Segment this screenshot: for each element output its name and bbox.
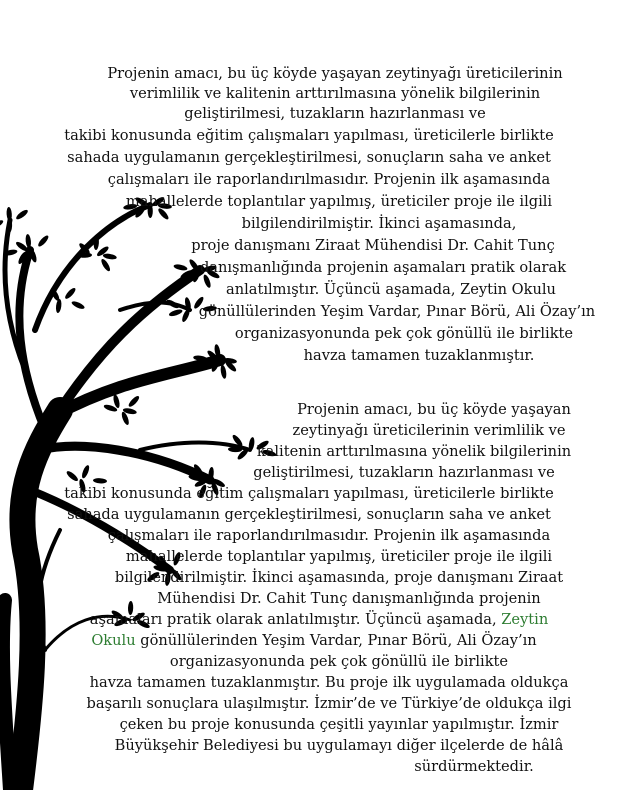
paragraph-2-line: zeytinyağı üreticilerinin verimlilik ve <box>292 422 566 439</box>
paragraph-2-line: gönüllülerinden Yeşim Vardar, Pınar Börü, Ali Özay’ın <box>140 632 537 649</box>
paragraph-2-line: Mühendisi Dr. Cahit Tunç danışmanlığında projenin <box>157 590 541 607</box>
paragraph-1-line: danışmanlığında projenin aşamaları pratik olarak <box>199 259 567 276</box>
paragraph-1-line: gönüllülerinden Yeşim Vardar, Pınar Börü, Ali Özay’ın <box>198 303 596 320</box>
paragraph-2-line: mahallelerde toplantılar yapılmış, üreticiler proje ile ilgili <box>125 548 553 565</box>
paragraph-2-line: Projenin amacı, bu üç köyde yaşayan <box>297 401 571 418</box>
paragraph-2-line: sürdürmektedir. <box>414 758 534 775</box>
zeytin-link[interactable]: Zeytin <box>501 611 549 628</box>
paragraph-1-line: geliştirilmesi, tuzakların hazırlanması ve <box>184 105 486 122</box>
paragraph-2-line: havza tamamen tuzaklanmıştır. Bu proje ilk uygulamada oldukça <box>89 674 569 691</box>
paragraph-1-line: anlatılmıştır. Üçüncü aşamada, Zeytin Okulu <box>226 281 556 298</box>
paragraph-2-line: Büyükşehir Belediyesi bu uygulamayı diğer ilçelerde de hâlâ <box>114 737 564 754</box>
paragraph-1-line: mahallelerde toplantılar yapılmış, üreticiler proje ile ilgili <box>125 193 553 210</box>
paragraph-2-line: geliştirilmesi, tuzakların hazırlanması ve <box>253 464 555 481</box>
paragraph-2-line: organizasyonunda pek çok gönüllü ile birlikte <box>169 653 509 670</box>
paragraph-2-line: bilgilendirilmiştir. İkinci aşamasında, proje danışmanı Ziraat <box>114 569 564 586</box>
paragraph-2-line: kalitenin arttırılmasına yönelik bilgilerinin <box>256 443 572 460</box>
paragraph-2-line: sahada uygulamanın gerçekleştirilmesi, sonuçların saha ve anket <box>67 506 551 523</box>
paragraph-1-line: organizasyonunda pek çok gönüllü ile birlikte <box>234 325 574 342</box>
paragraph-2-line: başarılı sonuçlara ulaşılmıştır. İzmir’de ve Türkiye’de oldukça ilgi <box>86 695 572 712</box>
paragraph-2-line: aşamaları pratik olarak anlatılmıştır. Üçüncü aşamada, <box>89 611 497 628</box>
paragraph-1-line: çalışmaları ile raporlandırılmasıdır. Projenin ilk aşamasında <box>107 171 551 188</box>
paragraph-1-line: bilgilendirilmiştir. İkinci aşamasında, <box>241 215 517 232</box>
paragraph-2-line: takibi konusunda eğitim çalışmaları yapılması, üreticilerle birlikte <box>64 485 554 502</box>
paragraph-1-line: proje danışmanı Ziraat Mühendisi Dr. Cahit Tunç <box>191 237 555 254</box>
paragraph-2-line: çeken bu proje konusunda çeşitli yayınlar yapılmıştır. İzmir <box>119 716 559 733</box>
paragraph-2-line: çalışmaları ile raporlandırılmasıdır. Projenin ilk aşamasında <box>107 527 551 544</box>
paragraph-1-line: Projenin amacı, bu üç köyde yaşayan zeytinyağı üreticilerinin <box>107 65 563 82</box>
paragraph-1-line: havza tamamen tuzaklanmıştır. <box>303 347 535 364</box>
tree-leaf <box>220 364 228 379</box>
okulu-link[interactable]: Okulu <box>91 632 136 649</box>
paragraph-1-line: takibi konusunda eğitim çalışmaları yapılması, üreticilerle birlikte <box>64 127 554 144</box>
paragraph-1-line: verimlilik ve kalitenin arttırılmasına yönelik bilgilerinin <box>129 85 541 102</box>
paragraph-1-line: sahada uygulamanın gerçekleştirilmesi, sonuçların saha ve anket <box>67 149 551 166</box>
